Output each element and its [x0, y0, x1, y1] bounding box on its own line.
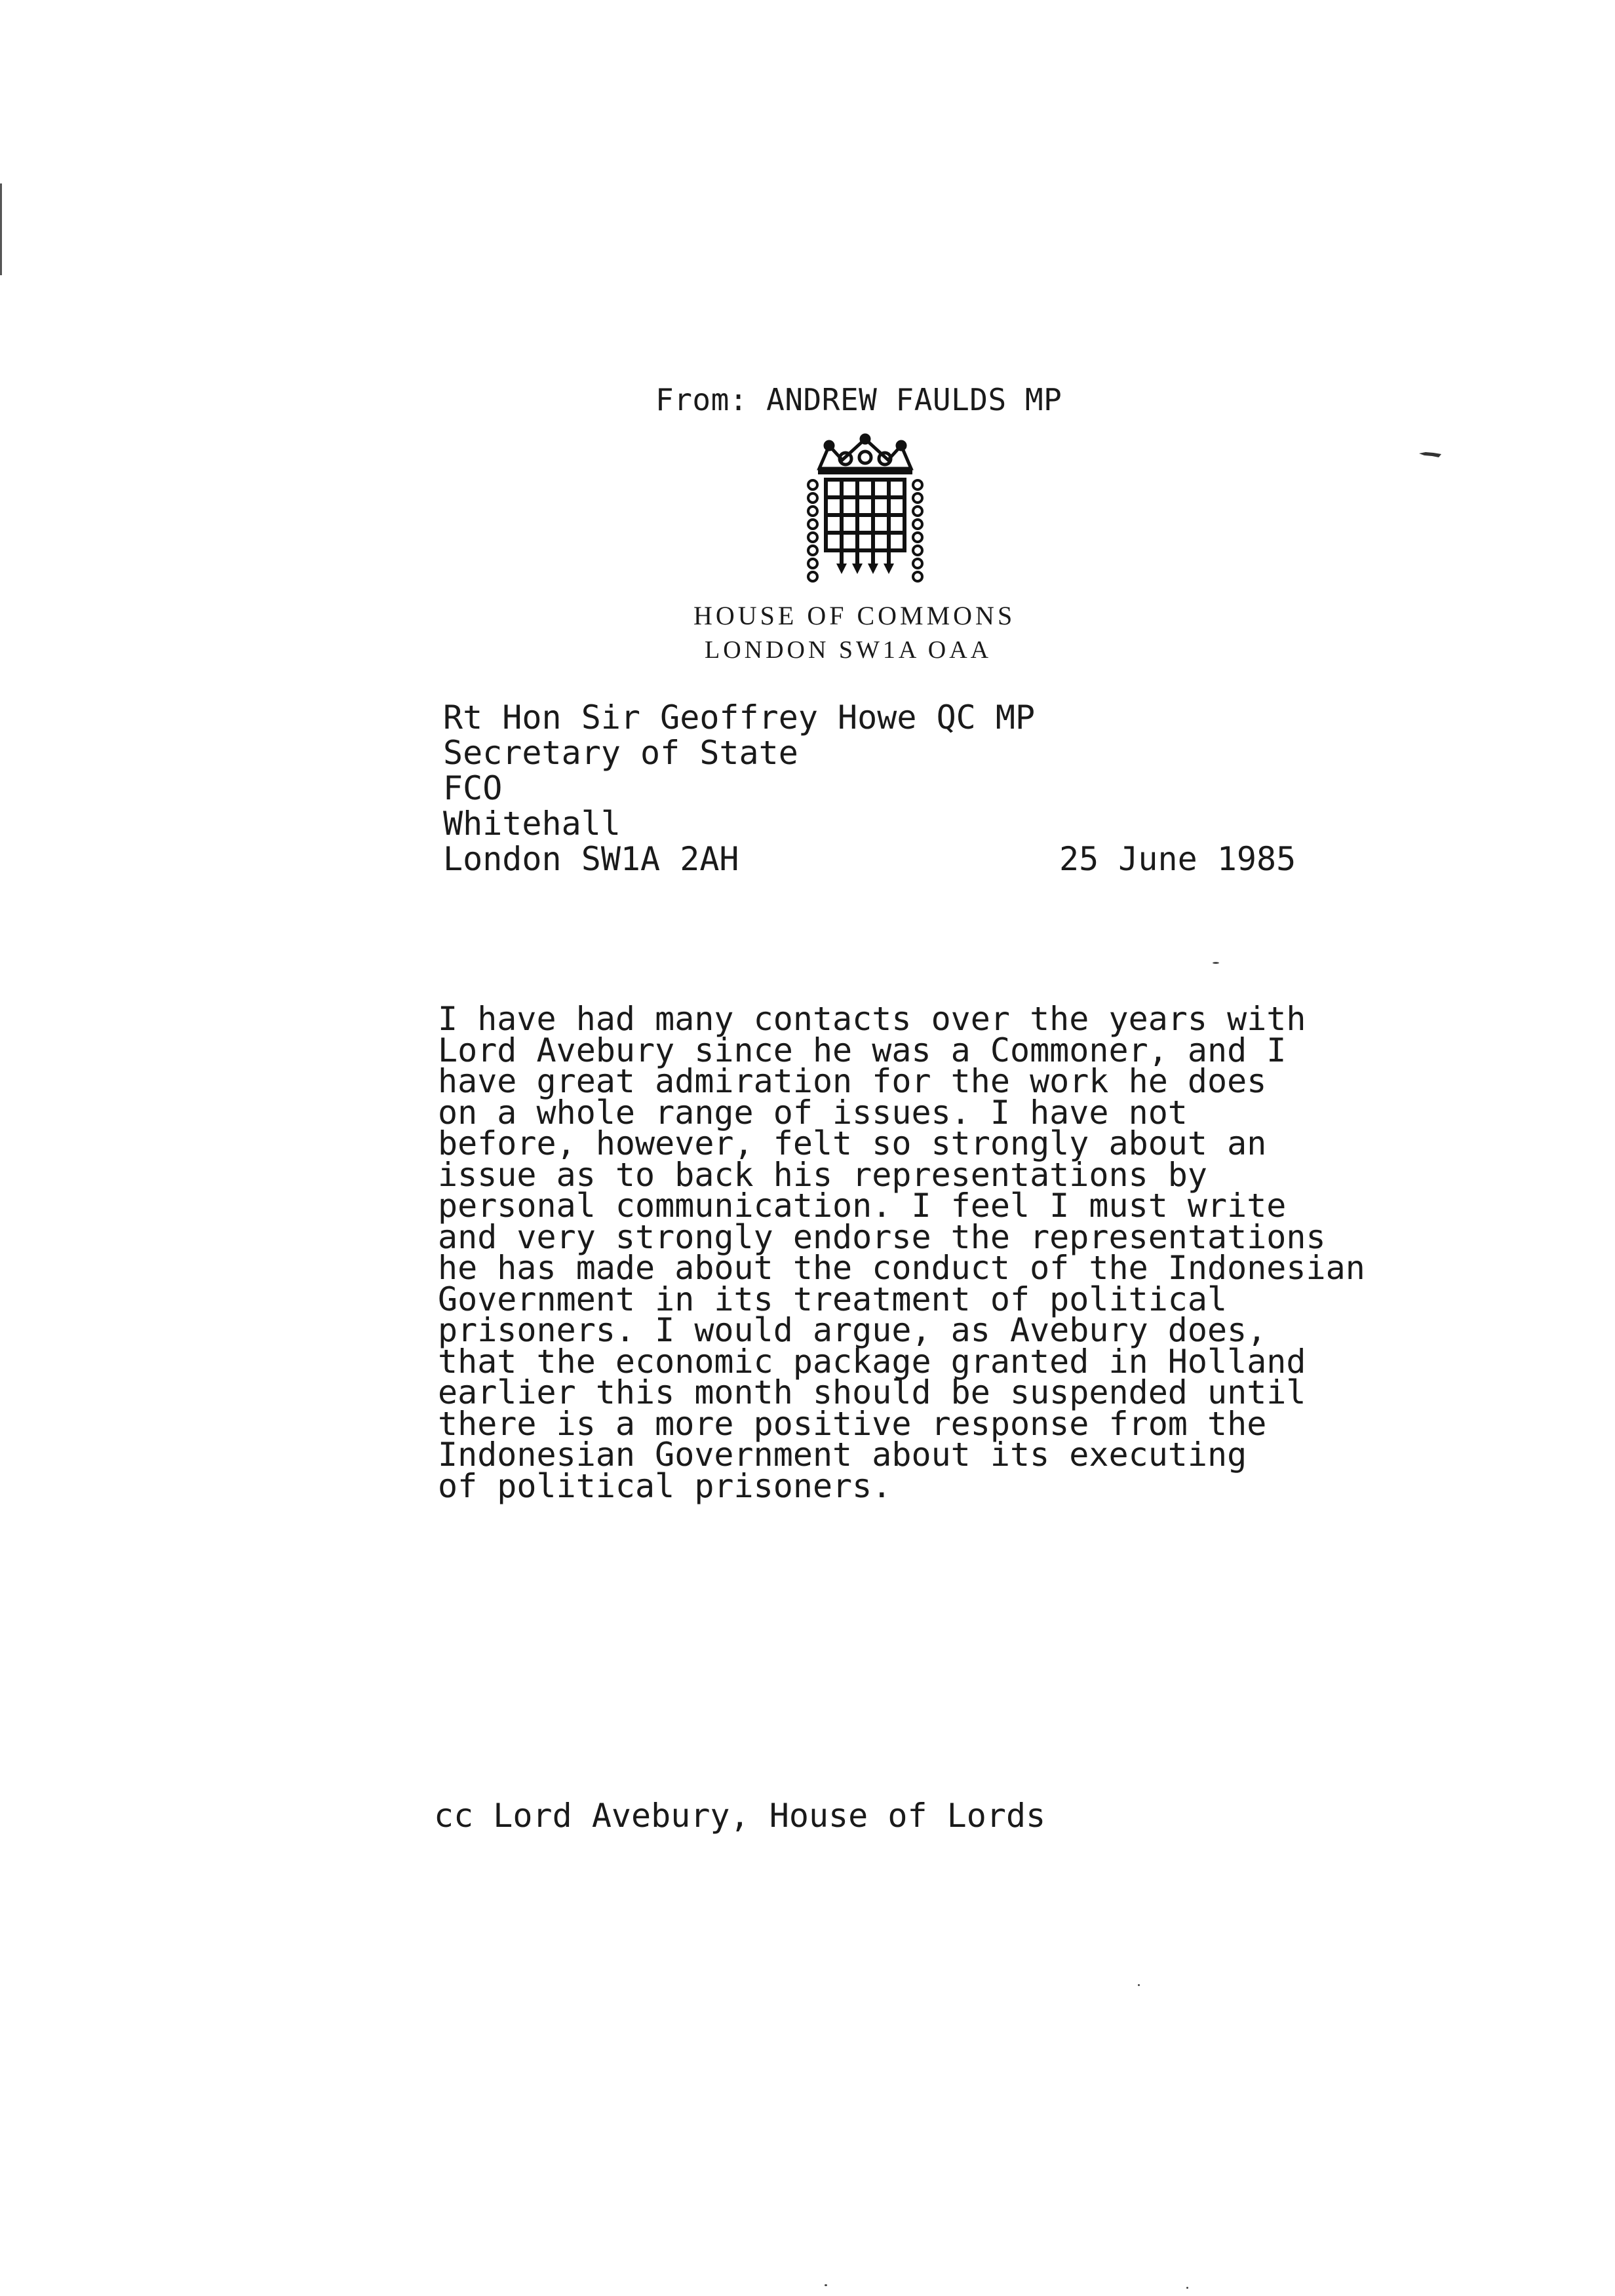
body-line: earlier this month should be suspended until [438, 1373, 1306, 1411]
from-line: From: ANDREW FAULDS MP [655, 382, 1062, 417]
body-line: I have had many contacts over the years with [438, 1000, 1306, 1038]
body-line: of political prisoners. [438, 1466, 892, 1505]
body-line: issue as to back his representations by [438, 1155, 1207, 1194]
house-address: LONDON SW1A OAA [705, 636, 992, 664]
portcullis-icon [793, 432, 937, 583]
body-line: prisoners. I would argue, as Avebury does, [438, 1311, 1267, 1349]
body-line: before, however, felt so strongly about an [438, 1124, 1267, 1162]
scan-speck [1186, 2287, 1188, 2289]
cc-line: cc Lord Avebury, House of Lords [434, 1797, 1046, 1835]
letter-date: 25 June 1985 [1059, 840, 1296, 878]
scan-speck [825, 2284, 827, 2286]
body-line: that the economic package granted in Holland [438, 1342, 1306, 1381]
scan-speck [1213, 962, 1219, 964]
scan-speck [1138, 1984, 1140, 1986]
recipient-city: London SW1A 2AH [443, 840, 739, 878]
body-line: on a whole range of issues. I have not [438, 1093, 1188, 1132]
scan-edge-mark [0, 183, 2, 275]
body-line: Indonesian Government about its executing [438, 1436, 1247, 1474]
body-line: he has made about the conduct of the Indonesian [438, 1249, 1365, 1287]
body-line: there is a more positive response from the [438, 1404, 1267, 1443]
body-line: Government in its treatment of political [438, 1280, 1228, 1318]
body-line: Lord Avebury since he was a Commoner, and I [438, 1031, 1287, 1069]
body-line: personal communication. I feel I must write [438, 1187, 1287, 1225]
recipient-name: Rt Hon Sir Geoffrey Howe QC MP [443, 698, 1036, 737]
house-name: HOUSE OF COMMONS [693, 601, 1016, 630]
recipient-address-block [443, 700, 1035, 877]
body-line: have great admiration for the work he does [438, 1062, 1267, 1100]
recipient-street: Whitehall [443, 805, 621, 843]
recipient-title: Secretary of State [443, 734, 798, 772]
ink-mark [1419, 451, 1441, 459]
recipient-office: FCO [443, 769, 503, 807]
letter-body [438, 1000, 1365, 1505]
body-line: and very strongly endorse the representations [438, 1217, 1326, 1256]
